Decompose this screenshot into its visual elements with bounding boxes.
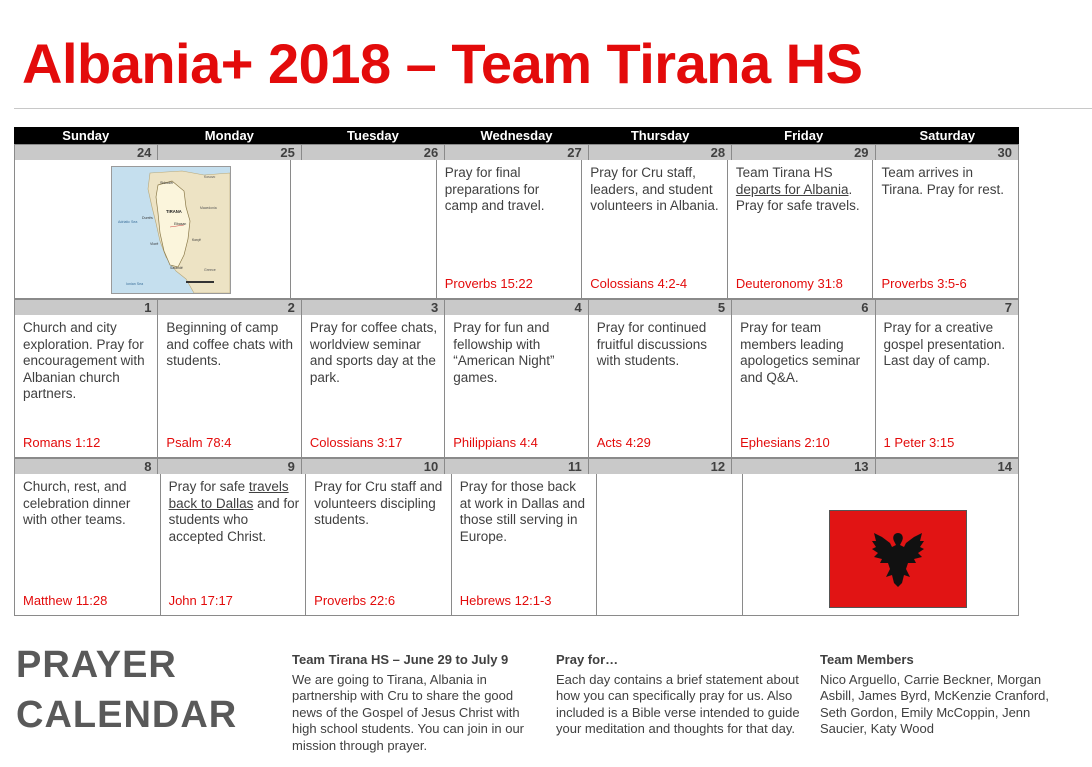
day-prayer-text: Pray for coffee chats, worldview seminar and sports day at the park. — [309, 320, 438, 385]
day-prayer-text: Beginning of camp and coffee chats with students. — [166, 320, 294, 368]
date-number: 8 — [15, 458, 158, 474]
date-number: 4 — [445, 299, 588, 315]
date-number: 5 — [589, 299, 732, 315]
day-prayer-text: Pray for a creative gospel presentation. Last day of camp. — [883, 320, 1006, 368]
day-verse: Acts 4:29 — [596, 434, 651, 450]
day-prayer-text: Pray for final preparations for camp and travel. — [444, 165, 545, 213]
date-number: 13 — [732, 458, 875, 474]
map-label: Adriatic Sea — [118, 220, 138, 224]
weekday-saturday: Saturday — [919, 128, 976, 143]
date-number: 12 — [589, 458, 732, 474]
day-verse: Romans 1:12 — [23, 434, 101, 450]
date-number: 11 — [445, 458, 588, 474]
day-prayer-text: Pray for continued fruitful discussions with students. — [596, 320, 707, 368]
footer-members-heading: Team Members — [820, 652, 914, 667]
day-prayer-text: Team arrives in Tirana. Pray for rest. — [881, 165, 1004, 197]
day-cell — [582, 160, 728, 299]
footer-team-members — [820, 652, 1070, 738]
map-label: Sarandë — [170, 266, 183, 270]
date-number: 28 — [589, 144, 732, 160]
day-cell — [728, 160, 874, 299]
title-divider — [14, 108, 1092, 109]
day-cell — [589, 315, 732, 458]
departs-link[interactable]: departs for Albania — [735, 181, 849, 197]
footer-pray-heading: Pray for… — [556, 652, 619, 667]
map-label: Kosovo — [204, 175, 216, 179]
heading-line-2: CALENDAR — [16, 694, 238, 736]
weekday-wednesday: Wednesday — [480, 128, 553, 143]
map-label: Vlorë — [150, 242, 159, 246]
date-number: 10 — [302, 458, 445, 474]
week-2 — [14, 299, 1019, 458]
day-verse: Colossians 4:2-4 — [590, 275, 688, 291]
prayer-text-part: and for students who accepted Christ. — [168, 495, 300, 544]
week-1 — [14, 144, 1019, 299]
date-number: 27 — [445, 144, 588, 160]
weekday-friday: Friday — [784, 128, 824, 143]
prayer-calendar-heading — [16, 640, 237, 740]
travels-back-link[interactable]: travels back to Dallas — [168, 479, 289, 511]
weekday-sunday: Sunday — [62, 128, 110, 143]
map-label: Greece — [204, 268, 216, 272]
day-prayer-text — [736, 165, 867, 215]
day-verse: Hebrews 12:1-3 — [459, 592, 552, 608]
footer-team-heading: Team Tirana HS – June 29 to July 9 — [292, 652, 509, 667]
date-number: 24 — [15, 144, 158, 160]
footer-members-body: Nico Arguello, Carrie Beckner, Morgan Asbill, James Byrd, McKenzie Cranford, Seth Gordon, Emily McCoppin, Jenn Saucier, Katy Wood — [820, 671, 1050, 736]
prayer-calendar — [14, 127, 1019, 619]
day-verse: Proverbs 22:6 — [314, 592, 396, 608]
weekday-thursday: Thursday — [630, 128, 690, 143]
map-label: Shkodër — [160, 181, 174, 185]
day-prayer-text: Pray for Cru staff and volunteers discipling students. — [314, 479, 443, 527]
footer-team-info — [292, 652, 542, 754]
week-3 — [14, 458, 1019, 616]
day-verse: John 17:17 — [168, 592, 233, 608]
day-verse: Proverbs 3:5-6 — [881, 275, 967, 291]
albania-flag-image — [829, 510, 967, 608]
heading-line-1: PRAYER — [16, 644, 177, 686]
date-band — [14, 144, 1019, 160]
date-number: 25 — [158, 144, 301, 160]
date-number: 30 — [876, 144, 1019, 160]
day-cell — [158, 315, 301, 458]
date-number: 6 — [732, 299, 875, 315]
date-number: 2 — [158, 299, 301, 315]
footer-pray-body: Each day contains a brief statement about how you can specifically pray for us. Also included is a Bible verse intended to guide your meditation and thoughts for that day. — [556, 671, 800, 736]
date-number: 14 — [876, 458, 1019, 474]
day-cell — [597, 474, 743, 616]
day-cell — [445, 315, 588, 458]
day-cell — [306, 474, 452, 616]
prayer-text-part: Pray for safe — [168, 479, 249, 494]
date-number: 1 — [15, 299, 158, 315]
day-prayer-text: Pray for Cru staff, leaders, and student volunteers in Albania. — [590, 165, 719, 213]
day-verse: Psalm 78:4 — [166, 434, 232, 450]
day-prayer-text: Pray for fun and fellowship with “American Night” games. — [453, 320, 555, 385]
day-verse: Philippians 4:4 — [453, 434, 538, 450]
day-cell — [161, 474, 307, 616]
map-label: Ionian Sea — [126, 282, 144, 286]
map-label: Korçë — [192, 238, 201, 242]
day-prayer-text: Church, rest, and celebration dinner with other teams. — [23, 479, 131, 527]
map-label: Macedonia — [200, 206, 217, 210]
date-number: 7 — [876, 299, 1019, 315]
day-cell — [873, 160, 1019, 299]
day-cell — [15, 474, 161, 616]
map-label: Elbasan — [174, 222, 187, 226]
date-number: 3 — [302, 299, 445, 315]
weekday-header — [14, 127, 1019, 144]
albania-map-image — [111, 166, 231, 294]
day-prayer-text: Pray for team members leading apologetics seminar and Q&A. — [740, 320, 861, 385]
day-cell — [302, 315, 445, 458]
date-band — [14, 458, 1019, 474]
day-prayer-text — [169, 479, 300, 545]
day-verse: Proverbs 15:22 — [444, 275, 533, 291]
footer-pray-for — [556, 652, 801, 738]
date-band — [14, 299, 1019, 315]
date-number: 9 — [158, 458, 301, 474]
day-cell — [15, 315, 158, 458]
prayer-text-part: Team Tirana HS — [735, 165, 833, 180]
prayer-text-part: . Pray for safe travels. — [735, 181, 860, 213]
date-number: 29 — [732, 144, 875, 160]
day-cell-flag — [743, 474, 1019, 616]
day-cell — [437, 160, 583, 299]
date-number: 26 — [302, 144, 445, 160]
day-verse: Matthew 11:28 — [23, 592, 108, 608]
page-title: Albania+ 2018 – Team Tirana HS — [22, 32, 863, 95]
day-cell — [876, 315, 1019, 458]
day-verse: Ephesians 2:10 — [740, 434, 830, 450]
day-verse: Deuteronomy 31:8 — [735, 275, 843, 291]
day-verse: Colossians 3:17 — [309, 434, 403, 450]
day-cell — [732, 315, 875, 458]
footer-team-body: We are going to Tirana, Albania in partnership with Cru to share the good news of the Gospel of Jesus Christ with high school students. You can join in our mission through prayer. — [292, 671, 525, 753]
weekday-tuesday: Tuesday — [347, 128, 399, 143]
day-cell — [291, 160, 437, 299]
day-prayer-text: Church and city exploration. Pray for encouragement with Albanian church partners. — [23, 320, 145, 401]
day-verse: 1 Peter 3:15 — [883, 434, 955, 450]
day-cell-map — [15, 160, 291, 299]
map-label: Durrës — [142, 216, 153, 220]
day-prayer-text: Pray for those back at work in Dallas and those still serving in Europe. — [459, 479, 586, 544]
day-cell — [452, 474, 598, 616]
weekday-monday: Monday — [204, 128, 254, 143]
map-label: TIRANA — [166, 209, 182, 214]
